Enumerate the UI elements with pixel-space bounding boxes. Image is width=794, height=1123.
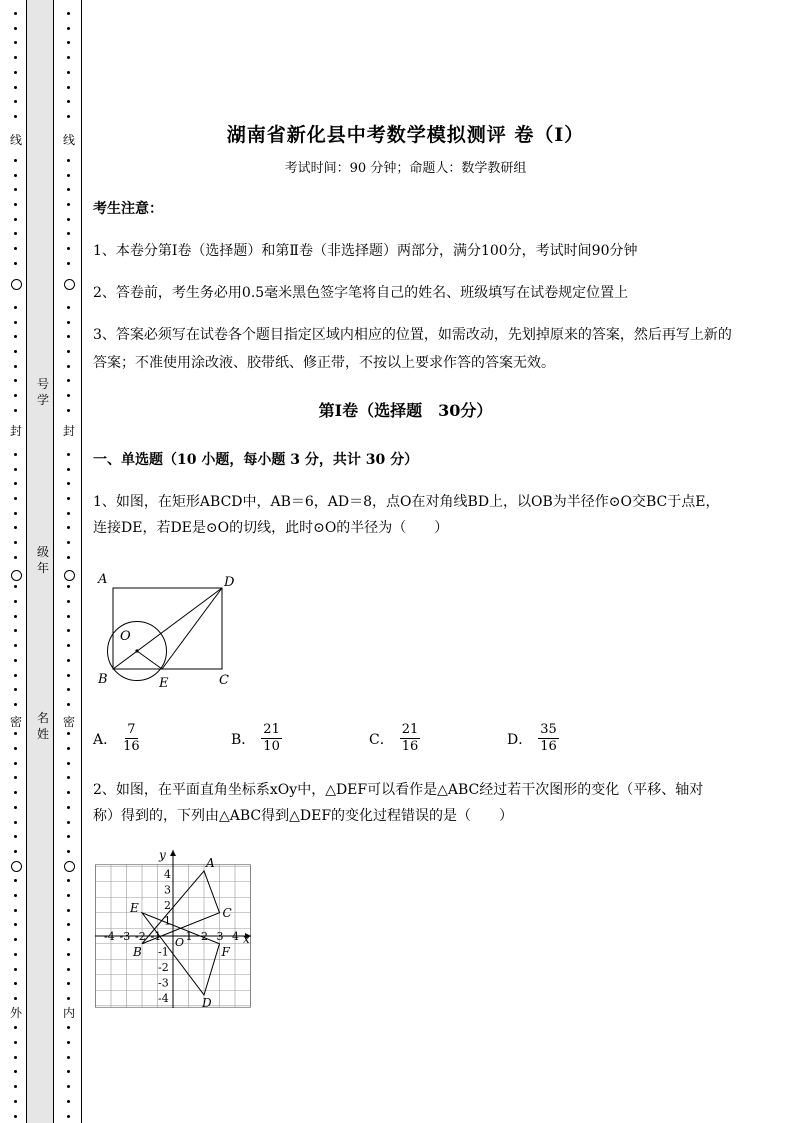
cut-line-dot (67, 262, 70, 265)
note-item-2: 2、答卷前，考生务必用0.5毫米黑色签字笔将自己的姓名、班级填写在试卷规定位置上 (93, 285, 629, 301)
cut-line-dot (67, 659, 70, 662)
cut-line-dot (14, 806, 17, 809)
cut-line-dot (14, 703, 17, 706)
cut-line-dot (14, 688, 17, 691)
student-number-label: 号学 (36, 377, 49, 407)
cut-line-dot (67, 615, 70, 618)
y-tick-label: -3 (158, 976, 169, 990)
grade-label: 级年 (36, 545, 49, 575)
cut-line-dot (67, 1070, 70, 1073)
y-tick-label: -2 (158, 961, 169, 974)
x-tick-label: -4 (104, 930, 115, 943)
cut-line-dot (67, 174, 70, 177)
cut-line-dot (67, 674, 70, 677)
cut-line-dot (14, 174, 17, 177)
cut-line-dot (67, 41, 70, 44)
q1-option-b[interactable] (231, 722, 282, 755)
cut-line-circle (64, 279, 75, 290)
part-heading: 一、单选题（10 小题，每小题 3 分，共计 30 分） (93, 452, 419, 468)
q2-text-line2: 称）得到的，下列由△ABC得到△DEF的变化过程错误的是（ ） (93, 808, 514, 824)
cut-line-dot (67, 468, 70, 471)
cut-line-dot (67, 232, 70, 235)
cut-line-dot (67, 115, 70, 118)
cut-line-dot (67, 585, 70, 588)
cut-line-dot (14, 1100, 17, 1103)
fraction-numerator: 21 (401, 722, 419, 737)
q1-option-d[interactable] (507, 722, 559, 755)
cut-line-dot (14, 321, 17, 324)
q1-segment-oe (137, 651, 162, 669)
margin-char-feng-outer: 封 (9, 424, 22, 438)
q1-label-a: A (98, 572, 108, 587)
cut-line-dot (67, 203, 70, 206)
cut-line-dot (67, 188, 70, 191)
cut-line-dot (67, 879, 70, 882)
cut-line-circle (64, 861, 75, 872)
cut-line-dot (14, 203, 17, 206)
binding-line-right (53, 0, 54, 1123)
cut-line-dot (14, 1026, 17, 1029)
option-letter: A． (93, 731, 118, 748)
cut-line-dot (67, 732, 70, 735)
q1-label-c: C (219, 673, 229, 688)
cut-line-dot (67, 12, 70, 15)
cut-line-circle (11, 570, 22, 581)
cut-line-dot (14, 659, 17, 662)
q2-label-d: D (202, 995, 212, 1010)
cut-line-dot (14, 909, 17, 912)
cut-line-dot (14, 71, 17, 74)
cut-line-dot (67, 27, 70, 30)
cut-line-dot (67, 556, 70, 559)
cut-line-dot (67, 541, 70, 544)
cut-line-dot (67, 1026, 70, 1029)
q1-segment-de (162, 588, 222, 669)
note-item-1: 1、本卷分第Ⅰ卷（选择题）和第Ⅱ卷（非选择题）两部分，满分100分，考试时间90分钟 (93, 243, 638, 259)
q1-text-line1: 1、如图，在矩形ABCD中，AB＝6，AD＝8，点O在对角线BD上，以OB为半径作⊙O交BC于点E， (93, 494, 720, 510)
fraction-numerator: 35 (540, 722, 557, 737)
option-fraction (123, 722, 140, 755)
fraction-denominator: 10 (263, 739, 280, 754)
cut-line-dot (14, 100, 17, 103)
cut-line-dot (67, 306, 70, 309)
cut-line-dot (14, 982, 17, 985)
cut-line-dot (14, 600, 17, 603)
q1-label-o: O (120, 629, 131, 644)
cut-line-dot (14, 512, 17, 515)
binding-line-outer (81, 0, 82, 1123)
cut-line-dot (14, 394, 17, 397)
cut-line-dot (67, 247, 70, 250)
y-tick-label: -4 (158, 992, 169, 1005)
q1-option-c[interactable] (369, 722, 420, 755)
dotted-cut-line-inner (64, 0, 74, 1123)
cut-line-dot (67, 776, 70, 779)
cut-line-dot (67, 1115, 70, 1118)
cut-line-dot (14, 541, 17, 544)
cut-line-dot (14, 953, 17, 956)
y-tick-label: -1 (158, 945, 169, 959)
cut-line-dot (14, 747, 17, 750)
cut-line-dot (67, 982, 70, 985)
cut-line-dot (14, 365, 17, 368)
margin-char-mi-inner: 密 (62, 715, 75, 729)
cut-line-dot (14, 232, 17, 235)
q1-option-a[interactable] (93, 722, 140, 755)
cut-line-dot (67, 71, 70, 74)
cut-line-dot (67, 997, 70, 1000)
binding-line-left (26, 0, 27, 1123)
cut-line-dot (14, 556, 17, 559)
x-tick-label: -1 (150, 930, 162, 943)
q1-label-d: D (224, 575, 235, 590)
q2-label-c: C (222, 905, 232, 920)
cut-line-dot (14, 1115, 17, 1118)
option-fraction (400, 722, 421, 755)
cut-line-circle (11, 861, 22, 872)
cut-line-dot (67, 1041, 70, 1044)
cut-line-dot (67, 762, 70, 765)
cut-line-dot (67, 968, 70, 971)
fraction-denominator: 16 (123, 739, 140, 754)
cut-line-dot (14, 732, 17, 735)
x-tick-label: -2 (135, 930, 146, 943)
cut-line-dot (14, 409, 17, 412)
cut-line-dot (14, 247, 17, 250)
q1-center-dot (135, 649, 138, 652)
cut-line-dot (67, 394, 70, 397)
exam-title: 湖南省新化县中考数学模拟测评 卷（Ⅰ） (226, 124, 585, 146)
cut-line-dot (14, 923, 17, 926)
cut-line-dot (14, 938, 17, 941)
cut-line-dot (67, 482, 70, 485)
q1-figure (93, 565, 243, 695)
q2-y-arrow (170, 850, 176, 856)
cut-line-dot (14, 791, 17, 794)
q2-label-e: E (130, 900, 139, 915)
dotted-cut-line-outer (11, 0, 21, 1123)
cut-line-dot (14, 468, 17, 471)
cut-line-dot (14, 585, 17, 588)
cut-line-dot (67, 100, 70, 103)
cut-line-dot (67, 629, 70, 632)
cut-line-dot (67, 953, 70, 956)
cut-line-dot (14, 379, 17, 382)
cut-line-dot (14, 1041, 17, 1044)
cut-line-dot (67, 365, 70, 368)
cut-line-dot (67, 600, 70, 603)
cut-line-dot (14, 762, 17, 765)
y-tick-label: 1 (164, 914, 171, 928)
cut-line-dot (67, 56, 70, 59)
cut-line-dot (14, 997, 17, 1000)
cut-line-dot (14, 306, 17, 309)
cut-line-dot (67, 791, 70, 794)
margin-char-feng-inner: 封 (62, 424, 75, 438)
cut-line-dot (67, 821, 70, 824)
cut-line-dot (67, 806, 70, 809)
cut-line-dot (14, 159, 17, 162)
cut-line-dot (14, 629, 17, 632)
cut-line-dot (14, 1056, 17, 1059)
q2-label-f: F (221, 944, 230, 959)
fraction-denominator: 16 (401, 739, 419, 754)
cut-line-dot (14, 821, 17, 824)
cut-line-dot (14, 835, 17, 838)
triangle-def (142, 913, 220, 995)
cut-line-dot (67, 923, 70, 926)
cut-line-dot (14, 218, 17, 221)
cut-line-dot (14, 350, 17, 353)
cut-line-dot (14, 335, 17, 338)
name-label: 名姓 (36, 711, 49, 741)
cut-line-dot (14, 644, 17, 647)
cut-line-dot (67, 453, 70, 456)
cut-line-dot (67, 350, 70, 353)
cut-line-dot (67, 321, 70, 324)
cut-line-dot (14, 526, 17, 529)
x-tick-label: 4 (232, 930, 239, 943)
x-tick-label: 1 (185, 930, 193, 943)
cut-line-dot (14, 482, 17, 485)
cut-line-dot (14, 86, 17, 89)
margin-char-wai: 外 (9, 1006, 22, 1020)
cut-line-dot (67, 218, 70, 221)
fraction-numerator: 7 (127, 722, 136, 737)
cut-line-dot (14, 1085, 17, 1088)
q2-text-line1: 2、如图，在平面直角坐标系xOy中，△DEF可以看作是△ABC经过若干次图形的变化（平移、轴对 (93, 782, 704, 798)
cut-line-dot (14, 262, 17, 265)
note-item-3: 3、答案必须写在试卷各个题目指定区域内相应的位置，如需改动，先划掉原来的答案，然后再写上新的答案；不准使用涂改液、胶带纸、修正带，不按以上要求作答的答案无效。 (93, 327, 732, 371)
fraction-denominator: 16 (540, 739, 557, 754)
q2-axis-y-label: y (159, 849, 166, 862)
cut-line-dot (14, 497, 17, 500)
x-tick-label: 2 (201, 930, 208, 943)
cut-line-dot (67, 894, 70, 897)
q2-axis-x-label: x (243, 932, 250, 946)
cut-line-dot (67, 747, 70, 750)
cut-line-dot (14, 850, 17, 853)
binding-margin (0, 0, 90, 1123)
margin-char-mi-outer: 密 (9, 715, 22, 729)
cut-line-dot (67, 526, 70, 529)
cut-line-dot (14, 12, 17, 15)
fraction-numerator: 21 (263, 722, 280, 737)
option-letter: B． (231, 731, 256, 748)
x-tick-label: 3 (216, 930, 224, 943)
q1-label-e: E (159, 676, 169, 691)
exam-subtitle: 考试时间：90 分钟；命题人：数学教研组 (284, 161, 527, 176)
cut-line-dot (14, 879, 17, 882)
q1-text-line2: 连接DE，若DE是⊙O的切线，此时⊙O的半径为（ ） (93, 520, 449, 536)
cut-line-dot (14, 894, 17, 897)
q1-label-b: B (98, 672, 108, 687)
cut-line-dot (67, 409, 70, 412)
cut-line-dot (67, 938, 70, 941)
cut-line-dot (67, 703, 70, 706)
cut-line-dot (67, 379, 70, 382)
y-tick-label: 2 (164, 899, 171, 912)
cut-line-dot (67, 497, 70, 500)
option-letter: C． (369, 731, 394, 748)
cut-line-dot (67, 1056, 70, 1059)
option-letter: D． (507, 731, 533, 748)
q2-label-a: A (206, 855, 215, 870)
cut-line-dot (14, 453, 17, 456)
cut-line-dot (67, 835, 70, 838)
cut-line-dot (14, 674, 17, 677)
notes-heading: 考生注意： (93, 201, 163, 217)
cut-line-circle (11, 279, 22, 290)
cut-line-dot (67, 159, 70, 162)
cut-line-dot (67, 644, 70, 647)
cut-line-dot (14, 776, 17, 779)
option-fraction (538, 722, 559, 755)
margin-char-xian-inner: 线 (62, 133, 75, 147)
y-tick-label: 3 (164, 883, 171, 897)
cut-line-dot (14, 27, 17, 30)
cut-line-dot (67, 86, 70, 89)
cut-line-dot (67, 335, 70, 338)
cut-line-dot (67, 1085, 70, 1088)
cut-line-dot (67, 909, 70, 912)
cut-line-dot (67, 1100, 70, 1103)
cut-line-dot (67, 512, 70, 515)
cut-line-dot (67, 688, 70, 691)
section-title: 第Ⅰ卷（选择题 30分） (318, 401, 493, 420)
y-tick-label: 4 (164, 868, 171, 881)
option-fraction (261, 722, 282, 755)
q2-origin-label: O (175, 936, 185, 949)
cut-line-dot (67, 850, 70, 853)
x-tick-label: -3 (119, 930, 131, 943)
cut-line-dot (14, 1070, 17, 1073)
cut-line-dot (14, 41, 17, 44)
cut-line-circle (64, 570, 75, 581)
q2-label-b: B (133, 944, 142, 959)
cut-line-dot (14, 615, 17, 618)
cut-line-dot (14, 188, 17, 191)
q2-figure (93, 849, 253, 1011)
cut-line-dot (14, 115, 17, 118)
margin-char-nei: 内 (62, 1006, 75, 1020)
margin-char-xian-outer: 线 (9, 133, 22, 147)
cut-line-dot (14, 56, 17, 59)
cut-line-dot (14, 968, 17, 971)
